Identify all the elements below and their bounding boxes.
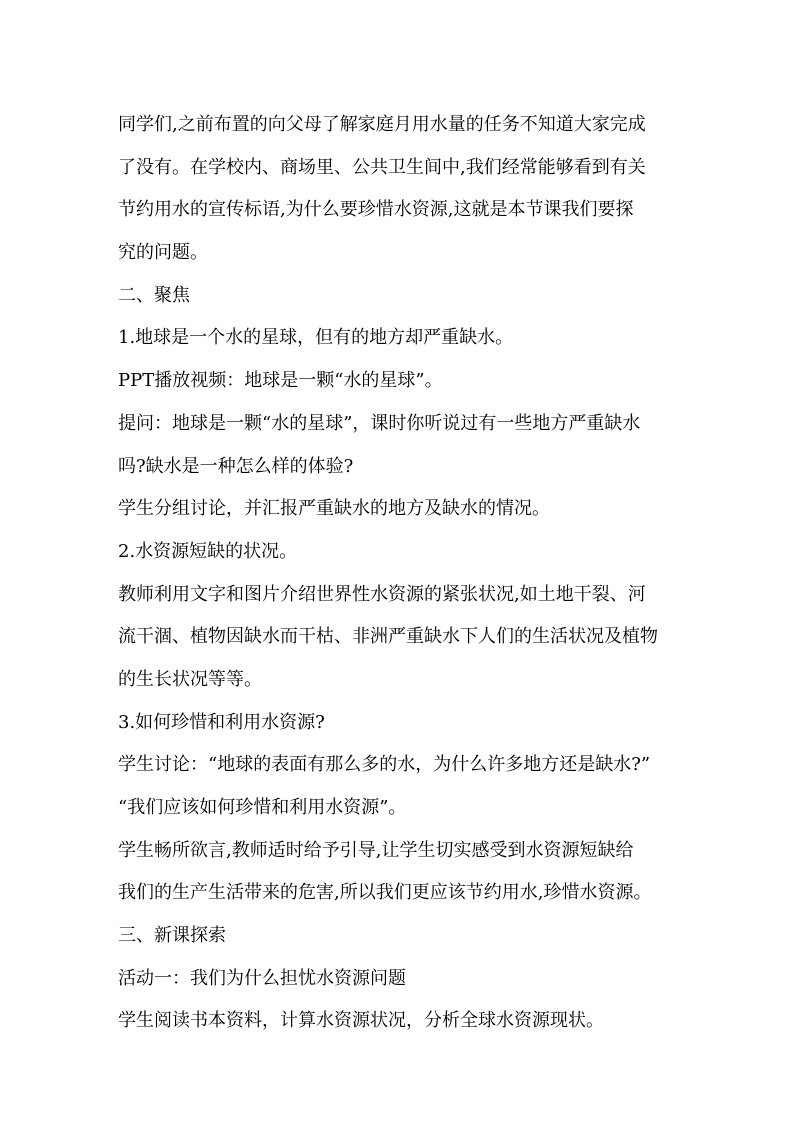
subsection-heading: 1.地球是一个水的星球，但有的地方却严重缺水。 <box>118 327 514 349</box>
text-line: 同学们,之前布置的向父母了解家庭月用水量的任务不知道大家完成 <box>118 114 646 135</box>
section-heading: 三、新课探索 <box>118 925 226 947</box>
text-line: 我们的生产生活带来的危害,所以我们更应该节约用水,珍惜水资源。 <box>118 882 652 904</box>
text-line: 流干涸、植物因缺水而干枯、非洲严重缺水下人们的生活状况及植物 <box>118 626 658 648</box>
text-line: 提问：地球是一颗“水的星球”，课时你听说过有一些地方严重缺水 <box>118 412 641 434</box>
text-line: 学生分组讨论，并汇报严重缺水的地方及缺水的情况。 <box>118 498 550 520</box>
subsection-heading: 3.如何珍惜和利用水资源? <box>118 711 325 733</box>
text-line: PPT播放视频：地球是一颗“水的星球”。 <box>118 370 443 392</box>
subsection-heading: 2.水资源短缺的状况。 <box>118 540 298 562</box>
text-line: 的生长状况等等。 <box>118 668 262 690</box>
text-line: 教师利用文字和图片介绍世界性水资源的紧张状况,如土地干裂、河 <box>118 583 646 605</box>
text-line: 学生阅读书本资料，计算水资源状况，分析全球水资源现状。 <box>118 1010 604 1032</box>
text-line: 学生讨论：“地球的表面有那么多的水，为什么许多地方还是缺水?” <box>118 754 651 776</box>
section-heading: 二、聚焦 <box>118 284 190 306</box>
text-line: 节约用水的宣传标语,为什么要珍惜水资源,这就是本节课我们要探 <box>118 199 634 221</box>
text-line: 了没有。在学校内、商场里、公共卫生间中,我们经常能够看到有关 <box>118 156 646 178</box>
text-line: “我们应该如何珍惜和利用水资源”。 <box>118 797 407 818</box>
text-line: 学生畅所欲言,教师适时给予引导,让学生切实感受到水资源短缺给 <box>118 839 634 861</box>
text-line: 吗?缺水是一种怎么样的体验? <box>118 455 354 477</box>
activity-heading: 活动一：我们为什么担忧水资源问题 <box>118 967 406 989</box>
text-line: 究的问题。 <box>118 242 208 264</box>
document-body <box>118 104 684 1043</box>
